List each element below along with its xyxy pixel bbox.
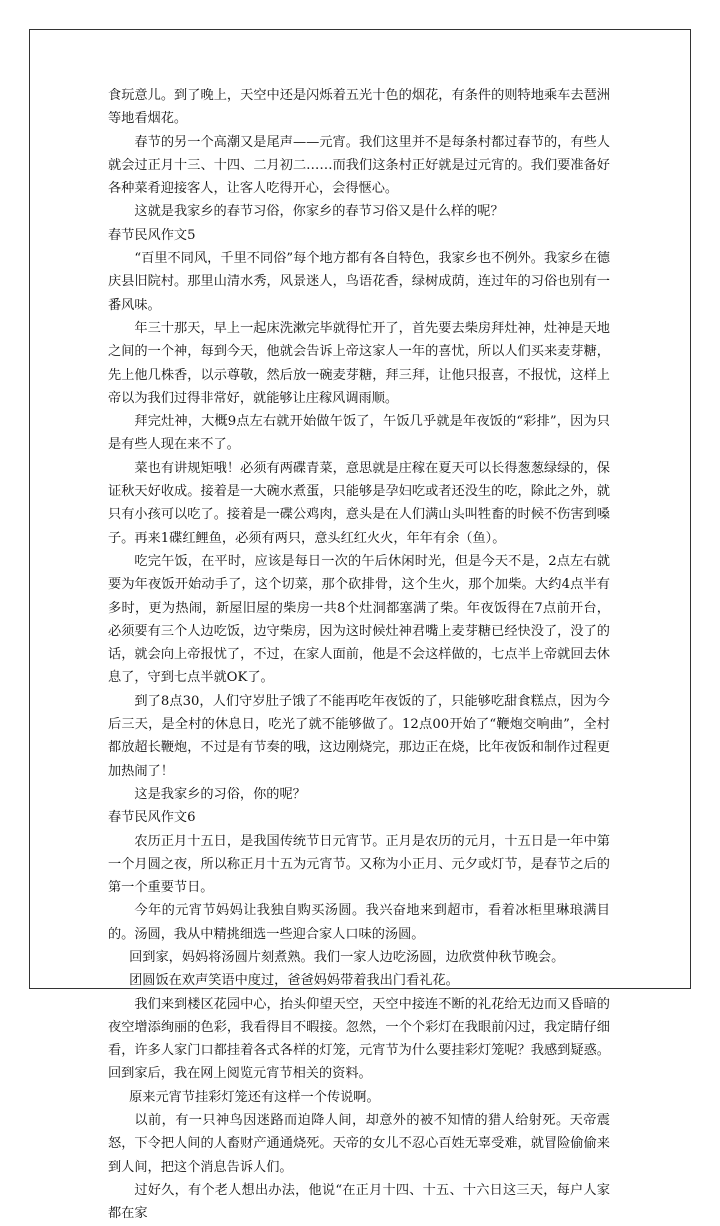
paragraph: 拜完灶神，大概9点左右就开始做午饭了，午饭几乎就是年夜饭的“彩排”，因为只是有些人现在来不了。: [108, 414, 610, 453]
paragraph: 我们来到楼区花园中心，抬头仰望天空，天空中接连不断的礼花给无边而又昏暗的夜空增添绚丽的色彩，我看得目不暇接。忽然，一个个彩灯在我眼前闪过，我定睛仔细看，许多人家门口都挂着各式各样的灯笼，元宵节为什么要挂彩灯笼呢？我感到疑惑。回到家后，我在网上阅览元宵节相关的资料。: [108, 996, 610, 1082]
paragraph: 回到家，妈妈将汤圆片刻煮熟。我们一家人边吃汤圆，边欣赏仲秋节晚会。: [129, 949, 565, 965]
paragraph: 这就是我家乡的春节习俗，你家乡的春节习俗又是什么样的呢？: [134, 204, 504, 220]
paragraph: 这是我家乡的习俗，你的呢？: [134, 786, 306, 802]
paragraph: “百里不同风，千里不同俗”每个地方都有各自特色，我家乡也不例外。我家乡在德庆县旧院村。那里山清水秀，风景迷人，鸟语花香，绿树成荫，连过年的习俗也别有一番风味。: [108, 251, 610, 313]
paragraph: 菜也有讲规矩哦！必须有两碟青菜，意思就是庄稼在夏天可以长得葱葱绿绿的，保证秋天好收成。接着是一大碗水煮蛋，只能够是孕妇吃或者还没生的吃，除此之外，就只有小孩可以吃了。接着是一碟公鸡肉，意头是在人们满山头叫牲畜的时候不伤害到嗓子。再来1碟红鲤鱼，必须有两只，意头红红火火，年年有余（鱼）。: [108, 460, 610, 546]
paragraph: 到了8点30，人们守岁肚子饿了不能再吃年夜饭的了，只能够吃甜食糕点，因为今后三天，是全村的休息日，吃光了就不能够做了。12点00开始了“鞭炮交响曲”，全村都放超长鞭炮，不过是有节奏的哦，这边刚烧完，那边正在烧，比年夜饭和制作过程更加热闹了！: [108, 693, 610, 779]
paragraph: 吃完午饭，在平时，应该是每日一次的午后休闲时光，但是今天不是，2点左右就要为年夜饭开始动手了，这个切菜，那个砍排骨，这个生火，那个加柴。大约4点半有多时，更为热闹，新屋旧屋的柴房一共8个灶洞都塞满了柴。年夜饭得在7点前开台，必须要有三个人边吃饭，边守柴房，因为这时候灶神君嘴上麦芽糖已经快没了，没了的话，就会向上帝报忧了，不过，在家人面前，他是不会这样做的，七点半上帝就回去休息了，守到七点半就OK了。: [108, 553, 610, 686]
section-heading: 春节民风作文6: [108, 810, 196, 826]
paragraph: 春节的另一个高潮又是尾声——元宵。我们这里并不是每条村都过春节的，有些人就会过正月十三、十四、二月初二……而我们这条村正好就是过元宵的。我们要准备好各种菜肴迎接客人，让客人吃得开心，会得惬心。: [108, 134, 610, 197]
paragraph: 农历正月十五日，是我国传统节日元宵节。正月是农历的元月，十五日是一年中第一个月圆之夜，所以称正月十五为元宵节。又称为小正月、元夕或灯节，是春节之后的第一个重要节日。: [108, 833, 610, 896]
paragraph: 食玩意儿。到了晚上，天空中还是闪烁着五光十色的烟花，有条件的则特地乘车去琶洲等地看烟花。: [108, 88, 610, 127]
section-heading: 春节民风作文5: [108, 227, 196, 243]
paragraph: 原来元宵节挂彩灯笼还有这样一个传说啊。: [129, 1089, 380, 1105]
paragraph: 以前，有一只神鸟因迷路而迫降人间，却意外的被不知情的猎人给射死。天帝震怒，下令把人间的人畜财产通通烧死。天帝的女儿不忍心百姓无辜受难，就冒险偷偷来到人间，把这个消息告诉人们。: [108, 1113, 610, 1175]
document-body: [108, 84, 610, 1226]
paragraph: 年三十那天，早上一起床洗漱完毕就得忙开了，首先要去柴房拜灶神，灶神是天地之间的一个神，每到今天，他就会告诉上帝这家人一年的喜忧，所以人们买来麦芽糖，先上他几株香，以示尊敬，然后放一碗麦芽糖，拜三拜，让他只报喜，不报忧，这样上帝以为我们过得非常好，就能够让庄稼风调雨顺。: [108, 320, 610, 406]
paragraph: 团圆饭在欢声笑语中度过，爸爸妈妈带着我出门看礼花。: [129, 973, 459, 989]
paragraph: 过好久，有个老人想出办法，他说“在正月十四、十五、十六日这三天，每户人家都在家: [108, 1182, 610, 1222]
paragraph: 今年的元宵节妈妈让我独自购买汤圆。我兴奋地来到超市，看着冰柜里琳琅满目的。汤圆，我从中精挑细选一些迎合家人口味的汤圆。: [108, 903, 610, 942]
